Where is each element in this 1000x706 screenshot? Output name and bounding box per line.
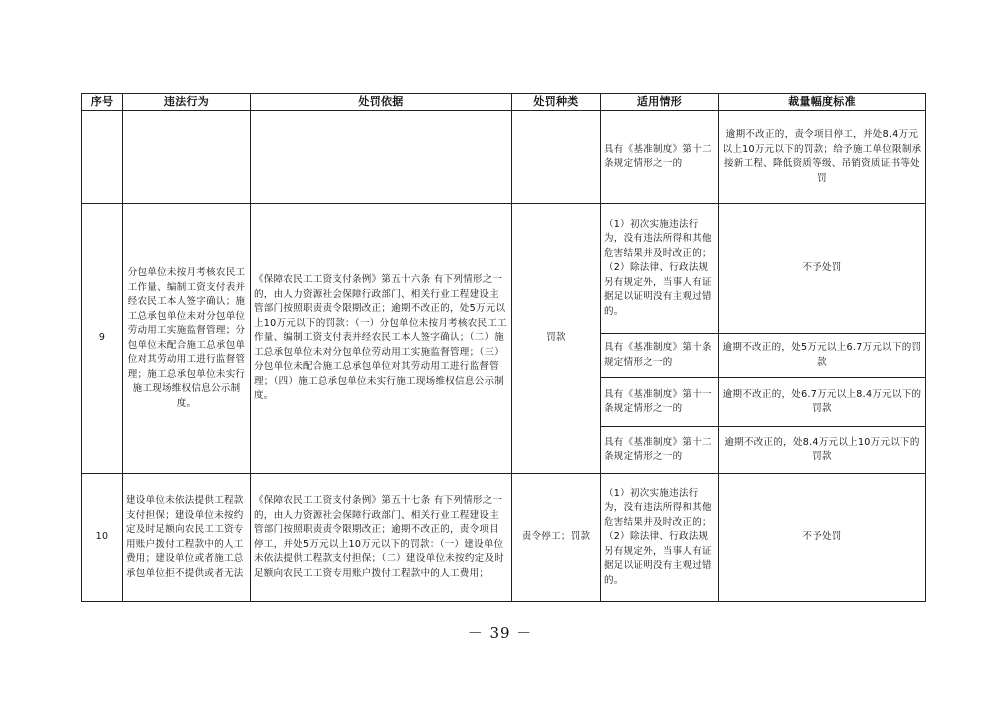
circumstance-cell: （1）初次实施违法行为，没有违法所得和其他危害结果并及时改正的；（2）除法律、行政法规另有规定外，当事人有证据足以证明没有主观过错的。: [601, 474, 719, 602]
header-penalty-type: 处罚种类: [512, 94, 601, 111]
standard-cell: 逾期不改正的，责令项目停工，并处8.4万元以上10万元以下的罚款；给予施工单位限制承接新工程、降低资质等级、吊销资质证书等处罚: [719, 111, 926, 204]
standard-cell: 逾期不改正的，处6.7万元以上8.4万元以下的罚款: [719, 378, 926, 427]
circumstance-cell: 具有《基准制度》第十二条规定情形之一的: [601, 111, 719, 204]
cell-empty: [82, 111, 123, 204]
circumstance-cell: 具有《基准制度》第十二条规定情形之一的: [601, 427, 719, 474]
violation-cell: 分包单位未按月考核农民工工作量、编制工资支付表并经农民工本人签字确认；施工总承包单位未对分包单位劳动用工实施监督管理；分包单位未配合施工总承包单位对其劳动用工进行监督管理；施工总承包单位未实行施工现场维权信息公示制度。: [123, 204, 251, 474]
basis-cell: 《保障农民工工资支付条例》第五十七条 有下列情形之一的，由人力资源社会保障行政部门、相关行业工程建设主管部门按照职责责令限期改正；逾期不改正的，责令项目停工，并处5万元以上10万元以下的罚款：（一）建设单位未依法提供工程款支付担保；（二）建设单位未按约定及时足额向农民工工资专用账户拨付工程款中的人工费用；: [251, 474, 512, 602]
table-row-continued: [82, 111, 926, 204]
standard-cell: 逾期不改正的，处8.4万元以上10万元以下的罚款: [719, 427, 926, 474]
standard-cell: 逾期不改正的，处5万元以上6.7万元以下的罚款: [719, 334, 926, 378]
table-row-10: [82, 474, 926, 602]
header-circumstance: 适用情形: [601, 94, 719, 111]
page-number: － 39 －: [467, 624, 533, 642]
header-basis: 处罚依据: [251, 94, 512, 111]
violation-cell: 建设单位未依法提供工程款支付担保；建设单位未按约定及时足额向农民工工资专用账户拨付工程款中的人工费用；建设单位或者施工总承包单位拒不提供或者无法: [123, 474, 251, 602]
standard-cell: 不予处罚: [719, 204, 926, 334]
header-standard: 裁量幅度标准: [719, 94, 926, 111]
cell-empty: [251, 111, 512, 204]
penalty-type-cell: 罚款: [512, 204, 601, 474]
basis-cell: 《保障农民工工资支付条例》第五十六条 有下列情形之一的，由人力资源社会保障行政部门、相关行业工程建设主管部门按照职责责令限期改正；逾期不改正的，处5万元以上10万元以下的罚款：（一）分包单位未按月考核农民工工作量、编制工资支付表并经农民工本人签字确认；（二）施工总承包单位未对分包单位劳动用工实施监督管理；（三）分包单位未配合施工总承包单位对其劳动用工进行监督管理；（四）施工总承包单位未实行施工现场维权信息公示制度。: [251, 204, 512, 474]
seq-cell: 9: [82, 204, 123, 474]
standard-cell: 不予处罚: [719, 474, 926, 602]
penalty-type-cell: 责令停工；罚款: [512, 474, 601, 602]
table-row-9: [82, 204, 926, 334]
cell-empty: [512, 111, 601, 204]
penalty-standard-table: [81, 93, 926, 602]
header-seq: 序号: [82, 94, 123, 111]
seq-cell: 10: [82, 474, 123, 602]
table-header-row: [82, 94, 926, 111]
circumstance-cell: 具有《基准制度》第十条规定情形之一的: [601, 334, 719, 378]
circumstance-cell: （1）初次实施违法行为，没有违法所得和其他危害结果并及时改正的；（2）除法律、行政法规另有规定外，当事人有证据足以证明没有主观过错的。: [601, 204, 719, 334]
cell-empty: [123, 111, 251, 204]
header-violation: 违法行为: [123, 94, 251, 111]
circumstance-cell: 具有《基准制度》第十一条规定情形之一的: [601, 378, 719, 427]
